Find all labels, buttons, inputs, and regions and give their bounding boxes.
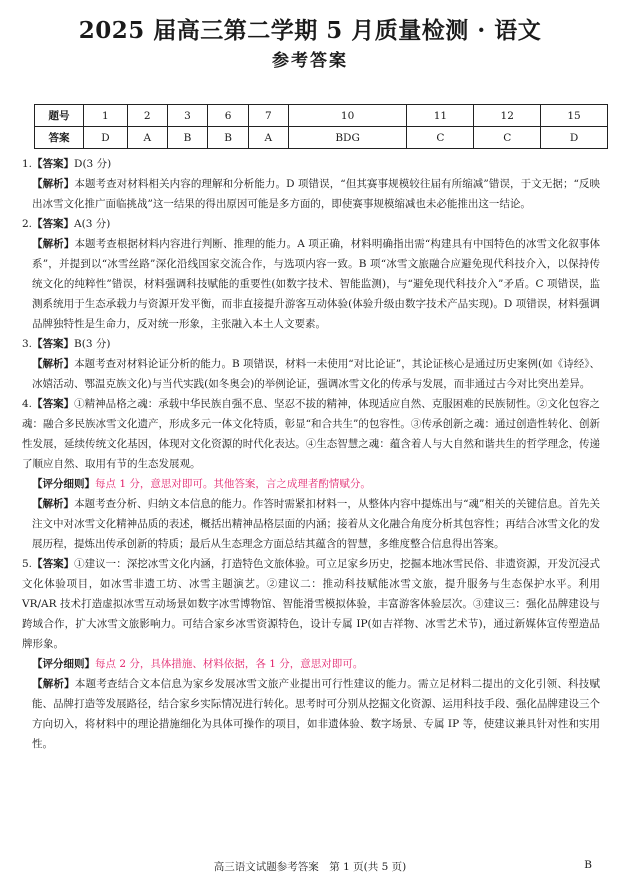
question-number-row — [35, 105, 608, 127]
q1-answer — [22, 154, 600, 174]
scoring-text: 每点 2 分，具体措施、材料依据，各 1 分，意思对即可。 — [95, 658, 364, 670]
page-subtitle: 参考答案 — [272, 51, 348, 71]
q3-analysis — [22, 354, 600, 394]
answer-tag: 【答案】 — [32, 398, 75, 410]
question-number: 1. — [22, 158, 33, 170]
analysis-text: 本题考查根据材料内容进行判断、推理的能力。A 项正确，材料明确指出需“构建具有中国特色的冰雪文化叙事体系”，并提到以“冰雪丝路”深化沿线国家交流合作，与选项内容一致。B 项“冰雪文旅融合应避免现代科技介入，以保持传统文化的纯粹性”错误，材料强调科技赋能的重要性(如数字技术、智能监测)，与“避免现代科技介入”矛盾。C 项错误，监测系统用于生态承载力与资源开发平衡，而非直接提升游客互动体验(体验升级由数字技术产品实现)。D 项错误，材料强调品牌独特性是生命力，反对统一形象，主张融入本土人文要素。 — [32, 238, 600, 330]
analysis-tag: 【解析】 — [32, 358, 75, 370]
q2-analysis — [22, 234, 600, 334]
analysis-tag: 【解析】 — [32, 678, 75, 690]
question-number: 5. — [22, 558, 33, 570]
q4-analysis — [22, 494, 600, 554]
table-cell: BDG — [288, 127, 407, 149]
answer-tag: 【答案】 — [32, 338, 75, 350]
question-number: 3. — [22, 338, 33, 350]
table-cell: 10 — [288, 105, 407, 127]
table-cell: C — [407, 127, 474, 149]
answer-text: D(3 分) — [74, 158, 112, 170]
table-cell: A — [127, 127, 167, 149]
scoring-tag: 【评分细则】 — [32, 658, 95, 670]
question-number: 4. — [22, 398, 33, 410]
table-cell: 6 — [208, 105, 249, 127]
q1-analysis — [22, 174, 600, 214]
table-cell: 11 — [407, 105, 474, 127]
analysis-tag: 【解析】 — [32, 178, 75, 190]
table-cell: 3 — [167, 105, 208, 127]
answer-text: ①建议一：深挖冰雪文化内涵，打造特色文旅体验。可立足家乡历史，挖掘本地冰雪民俗、非遗资源，开发沉浸式文化体验项目，如冰雪非遗工坊、冰雪主题演艺。②建议二：推动科技赋能冰雪文旅，提升服务与生态保护水平。利用 VR/AR 技术打造虚拟冰雪互动场景如数字冰雪博物馆、智能滑雪模拟体验，丰富游客体验层次。③建议三：强化品牌建设与跨域合作，扩大冰雪文旅影响力。可结合家乡冰雪资源特色，设计专属 IP(如吉祥物、冰雪艺术节)，通过新媒体宣传塑造品牌形象。 — [22, 558, 601, 650]
table-cell: A — [248, 127, 288, 149]
answer-tag: 【答案】 — [32, 218, 75, 230]
answer-tag: 【答案】 — [32, 158, 75, 170]
table-cell: 15 — [541, 105, 608, 127]
table-cell: B — [208, 127, 249, 149]
row-label-number: 题号 — [35, 105, 84, 127]
q4-scoring — [22, 474, 600, 494]
q4-answer — [22, 394, 600, 474]
q5-analysis — [22, 674, 600, 754]
version-mark: B — [584, 859, 592, 871]
scoring-tag: 【评分细则】 — [32, 478, 95, 490]
table-cell: 12 — [474, 105, 541, 127]
row-label-answer: 答案 — [35, 127, 84, 149]
page-title: 2025 届高三第二学期 5 月质量检测 · 语文 — [78, 17, 542, 44]
table-cell: 2 — [127, 105, 167, 127]
page-footer: 高三语文试题参考答案 第 1 页(共 5 页) — [213, 861, 407, 873]
analysis-text: 本题考查分析、归纳文本信息的能力。作答时需紧扣材料一，从整体内容中提炼出与“魂”相关的关键信息。首先关注文中对冰雪文化精神品质的表述，概括出精神品格层面的内涵；接着从文化融合角度分析其包容性；再结合冰雪文化的发展历程，提炼出传承创新的特质；最后从生态理念方面总结其蕴含的智慧，多维度整合信息得出答案。 — [32, 498, 601, 550]
table-cell: 7 — [248, 105, 288, 127]
scoring-text: 每点 1 分，意思对即可。其他答案，言之成理者酌情赋分。 — [95, 478, 371, 490]
answer-tag: 【答案】 — [32, 558, 75, 570]
table-cell: B — [167, 127, 208, 149]
table-cell: D — [541, 127, 608, 149]
analysis-tag: 【解析】 — [32, 238, 75, 250]
answer-text: B(3 分) — [74, 338, 111, 350]
table-cell: C — [474, 127, 541, 149]
q2-answer — [22, 214, 600, 234]
q3-answer — [22, 334, 600, 354]
answer-table — [34, 104, 608, 149]
analysis-text: 本题考查对材料相关内容的理解和分析能力。D 项错误，“但其赛事规模较往届有所缩减”错误，于文无据；“反映出冰雪文化推广面临挑战”这一结果的得出原因可能是多方面的，即使赛事规模缩减也未必能推出这一结论。 — [32, 178, 601, 210]
answer-text: A(3 分) — [74, 218, 111, 230]
q5-scoring — [22, 654, 600, 674]
answer-row — [35, 127, 608, 149]
analysis-text: 本题考查对材料论证分析的能力。B 项错误，材料一未使用“对比论证”，其论证核心是通过历史案例(如《诗经》、冰嬉活动、鄂温克族文化)与当代实践(如冬奥会)的举例论证，强调冰雪文化的传承与发展，而非通过古今对比突出差异。 — [32, 358, 601, 390]
table-cell: D — [84, 127, 128, 149]
answer-text: ①精神品格之魂：承载中华民族自强不息、坚忍不拔的精神，体现适应自然、克服困难的民族韧性。②文化包容之魂：融合多民族冰雪文化遗产，形成多元一体文化特质，彰显“和合共生”的包容性。③传承创新之魂：通过创造性转化、创新性发展，延续传统文化基因，体现对文化资源的时代化表达。④生态智慧之魂：蕴含着人与大自然和谐共生的哲学理念，传递了顺应自然、取用有节的生态发展观。 — [22, 398, 601, 470]
answer-content — [22, 154, 600, 754]
table-cell: 1 — [84, 105, 128, 127]
analysis-tag: 【解析】 — [32, 498, 75, 510]
q5-answer — [22, 554, 600, 654]
analysis-text: 本题考查结合文本信息为家乡发展冰雪文旅产业提出可行性建议的能力。需立足材料二提出的文化引领、科技赋能、品牌打造等发展路径，结合家乡实际情况进行转化。思考时可分别从挖掘文化资源、运用科技手段、强化品牌建设三个方向切入，将材料中的理论措施细化为具体可操作的项目，如非遗体验、数字场景、专属 IP 等，使建议兼具针对性和实用性。 — [32, 678, 601, 750]
question-number: 2. — [22, 218, 33, 230]
